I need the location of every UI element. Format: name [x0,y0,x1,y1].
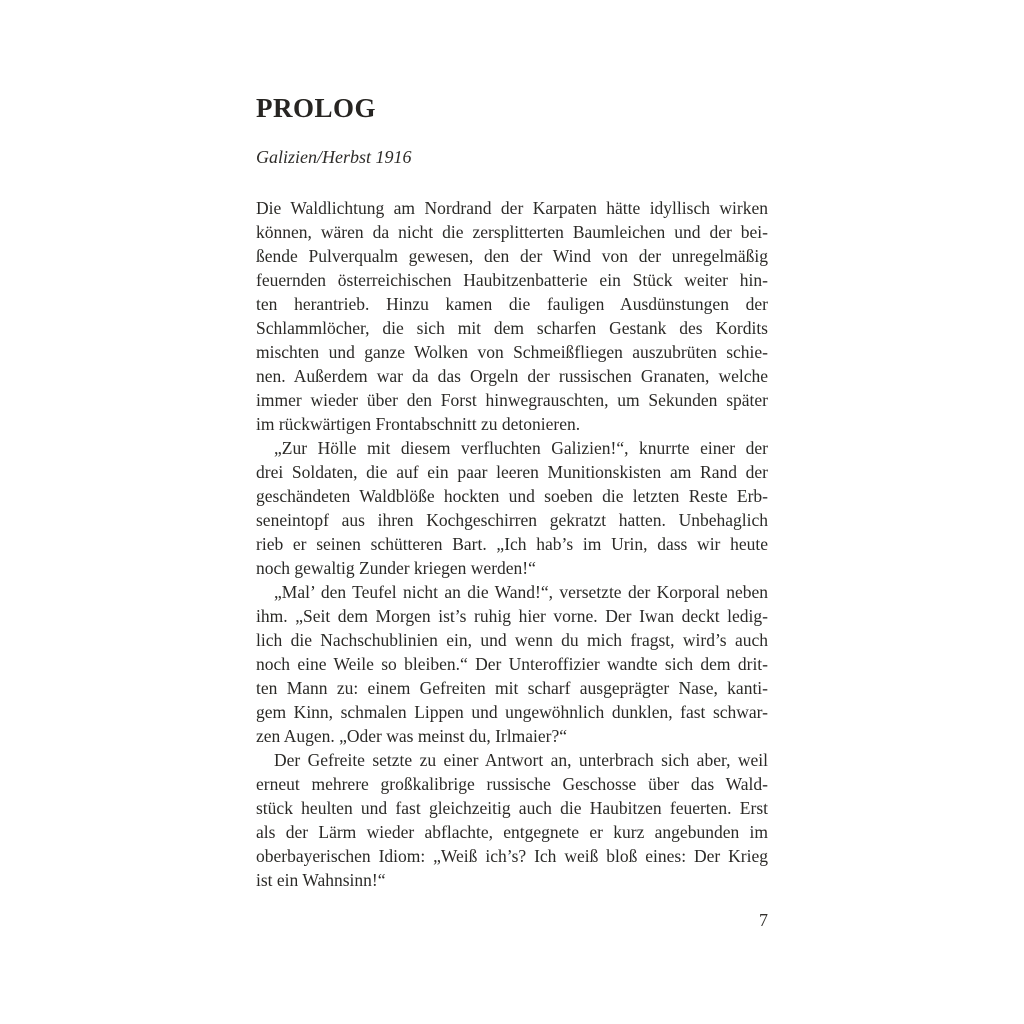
text-line: stück heulten und fast gleichzeitig auch die Haubitzen feuerten. Erst [256,798,768,818]
text-line: ihm. „Seit dem Morgen ist’s ruhig hier vorne. Der Iwan deckt ledig- [256,606,768,626]
text-line: feuernden österreichischen Haubitzenbatterie ein Stück weiter hin- [256,270,768,290]
text-line: rieb er seinen schütteren Bart. „Ich hab’s im Urin, dass wir heute [256,534,768,554]
chapter-subtitle: Galizien/Herbst 1916 [256,147,412,167]
text-line: Die Waldlichtung am Nordrand der Karpaten hätte idyllisch wirken [256,198,768,218]
text-line: zen Augen. „Oder was meinst du, Irlmaier?“ [256,726,567,746]
text-line: Der Gefreite setzte zu einer Antwort an, unterbrach sich aber, weil [274,750,768,770]
text-line: erneut mehrere großkalibrige russische Geschosse über das Wald- [256,774,768,794]
text-line: lich die Nachschublinien ein, und wenn du mich fragst, wird’s auch [256,630,768,650]
text-line: geschändeten Waldblöße hockten und soeben die letzten Reste Erb- [256,486,768,506]
text-line: können, wären da nicht die zersplitterten Baumleichen und der bei- [256,222,768,242]
body-text [256,196,768,892]
text-line: nen. Außerdem war da das Orgeln der russischen Granaten, welche [256,366,768,386]
text-line: oberbayerischen Idiom: „Weiß ich’s? Ich weiß bloß eines: Der Krieg [256,846,768,866]
text-line: Schlammlöcher, die sich mit dem scharfen Gestank des Kordits [256,318,768,338]
chapter-title: PROLOG [256,93,377,123]
paragraph [256,580,768,748]
text-line: ist ein Wahnsinn!“ [256,870,386,890]
paragraph [256,196,768,436]
text-line: als der Lärm wieder abflachte, entgegnete er kurz angebunden im [256,822,768,842]
text-line: ten herantrieb. Hinzu kamen die fauligen Ausdünstungen der [256,294,768,314]
text-line: noch gewaltig Zunder kriegen werden!“ [256,558,536,578]
text-line: drei Soldaten, die auf ein paar leeren Munitionskisten am Rand der [256,462,768,482]
text-line: noch eine Weile so bleiben.“ Der Unteroffizier wandte sich dem drit- [256,654,768,674]
text-line: im rückwärtigen Frontabschnitt zu detonieren. [256,414,581,434]
text-line: immer wieder über den Forst hinwegrauschten, um Sekunden später [256,390,768,410]
text-line: gem Kinn, schmalen Lippen und ungewöhnlich dunklen, fast schwar- [256,702,768,722]
text-line: ßende Pulverqualm gewesen, den der Wind von der unregelmäßig [256,246,768,266]
text-line: mischten und ganze Wolken von Schmeißfliegen auszubrüten schie- [256,342,768,362]
paragraph [256,748,768,892]
text-line: ten Mann zu: einem Gefreiten mit scharf ausgeprägter Nase, kanti- [256,678,768,698]
page-number: 7 [759,910,768,930]
text-line: „Zur Hölle mit diesem verfluchten Galizien!“, knurrte einer der [274,438,768,458]
text-line: „Mal’ den Teufel nicht an die Wand!“, versetzte der Korporal neben [274,582,768,602]
text-line: seneintopf aus ihren Kochgeschirren gekratzt hatten. Unbehaglich [256,510,768,530]
paragraph [256,436,768,580]
text-block [256,92,768,892]
